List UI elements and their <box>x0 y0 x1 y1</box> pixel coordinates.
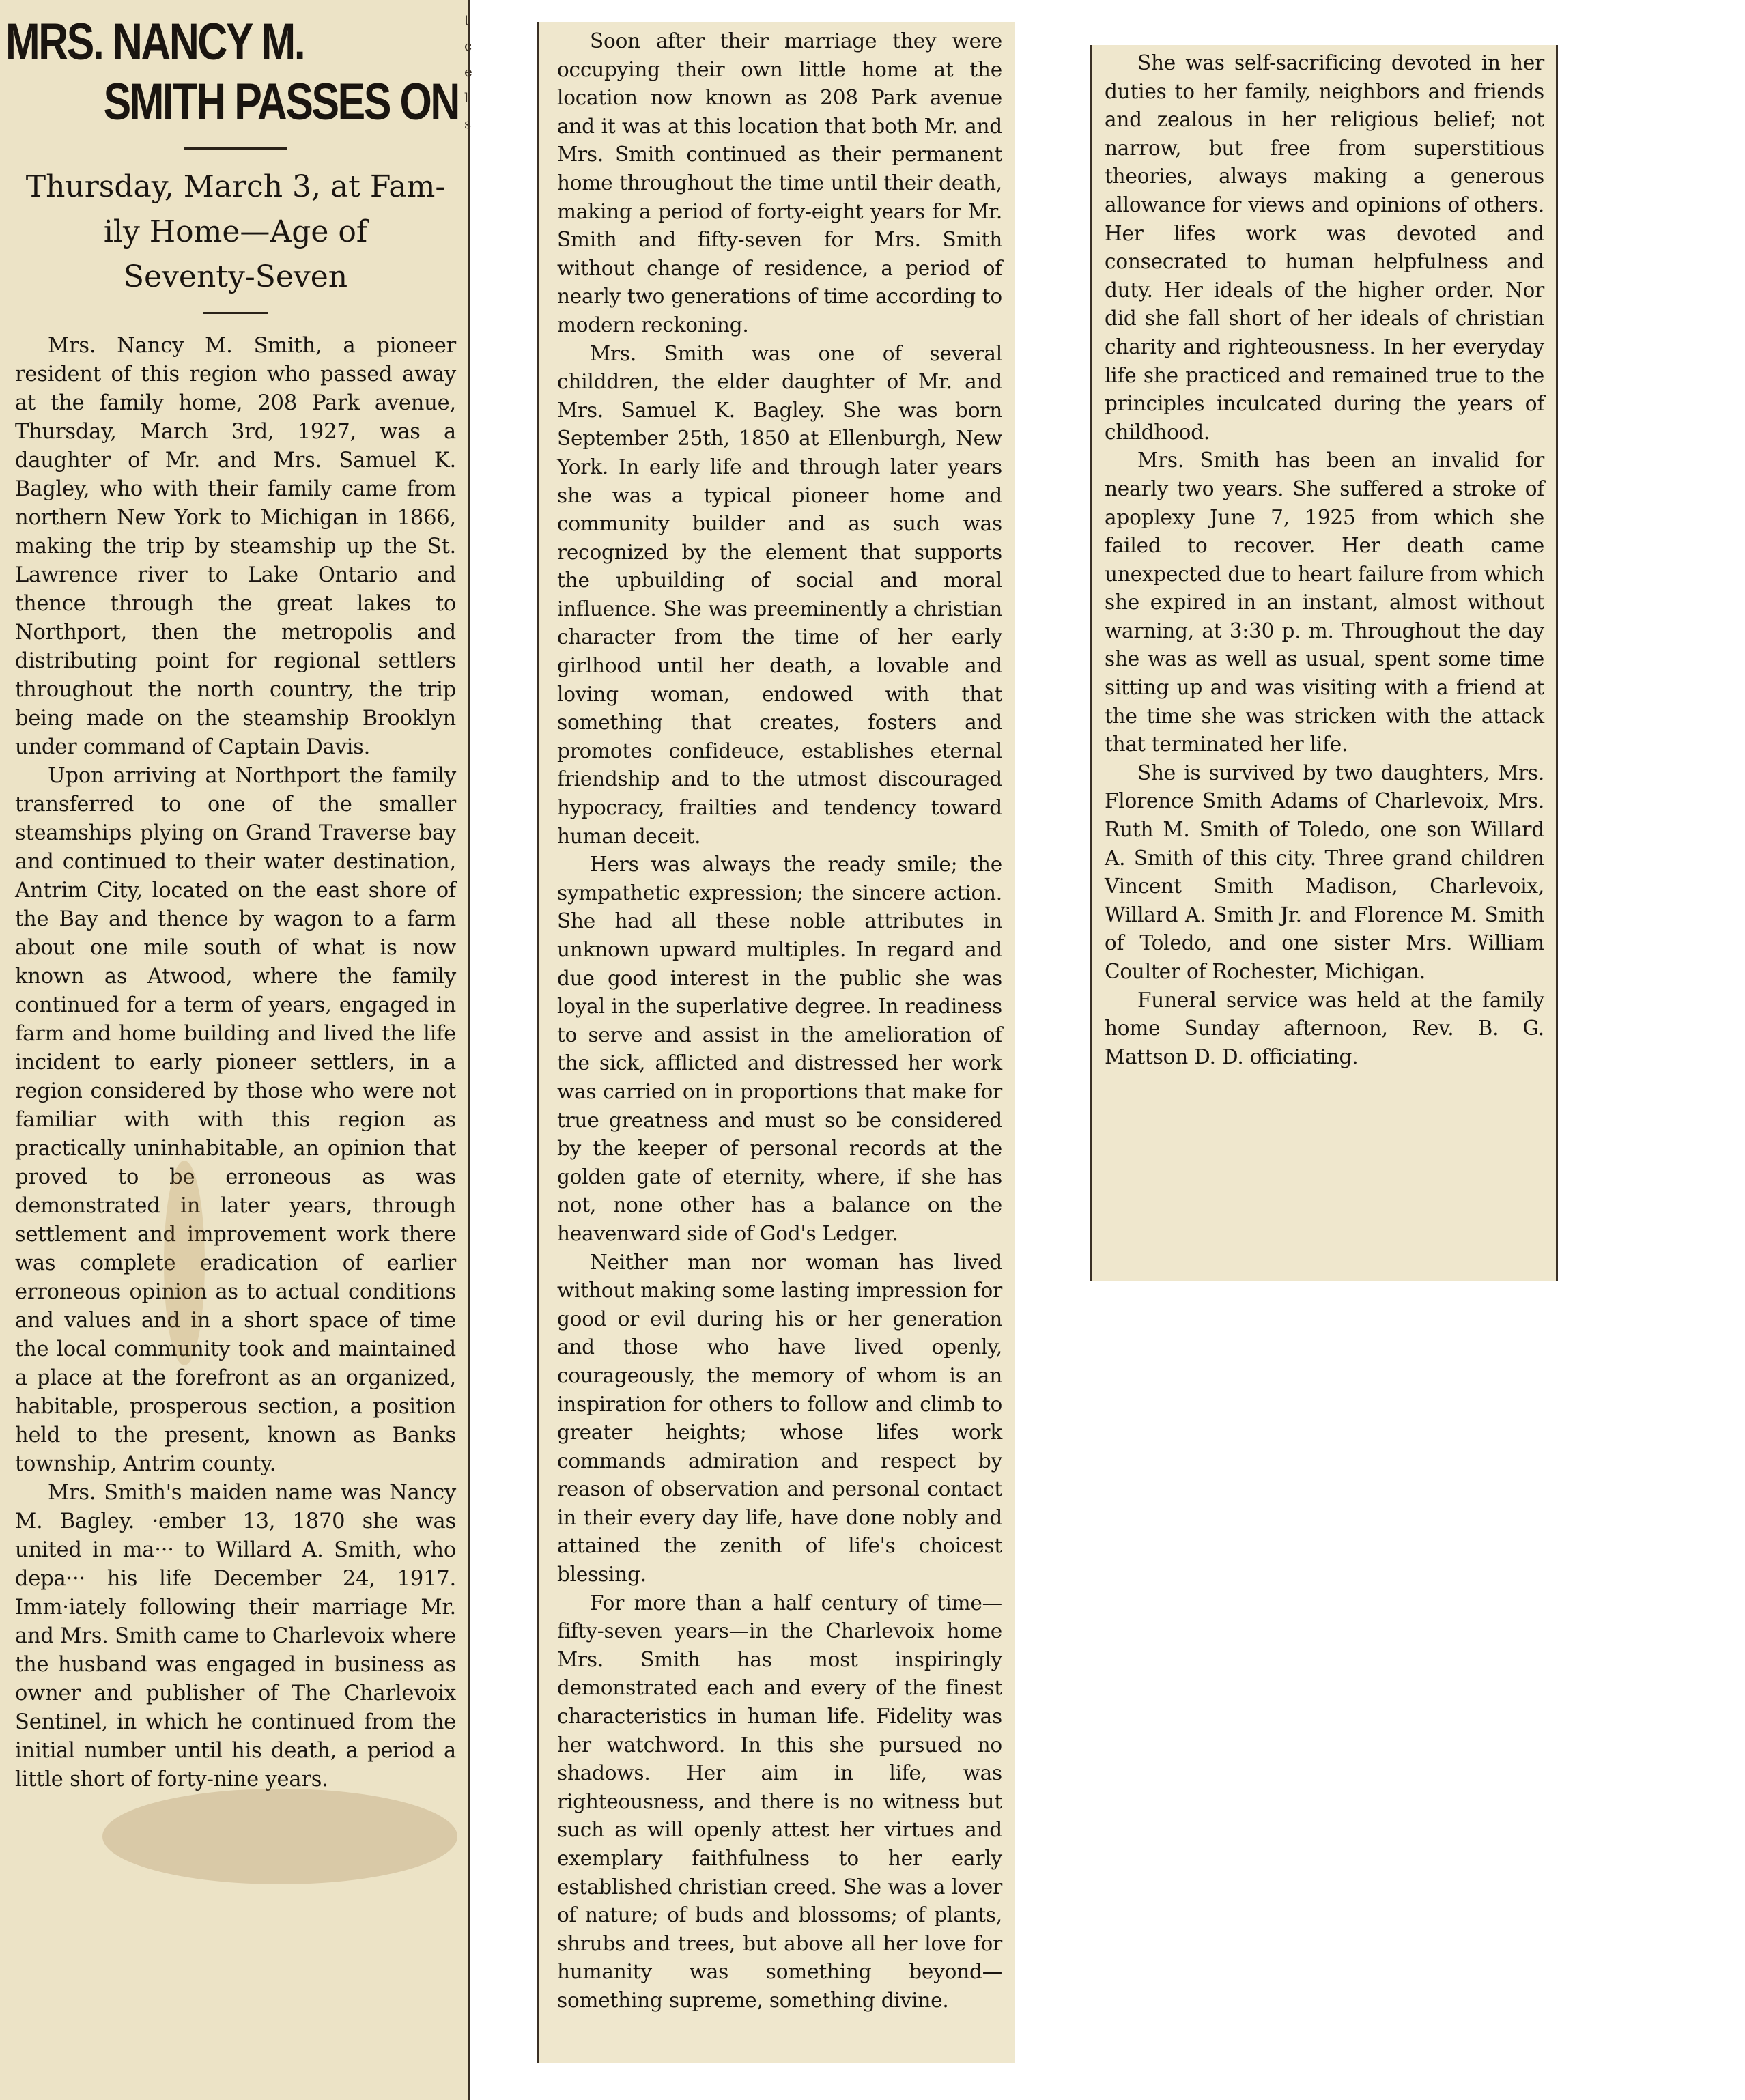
clipping-column-1 <box>0 0 470 2100</box>
headline-line-1: MRS. NANCY M. <box>5 13 304 71</box>
paragraph: Neither man nor woman has lived without making some lasting impression for good or evil during his or her generation and those who have lived openly, courageously, the memory of whom is an inspiration for others to follow and climb to greater heights; whose lifes work commands admiration and respect by reason of observation and personal contact in their every day life, have done nobly and attained the zenith of life's choicest blessing. <box>557 1250 1002 1587</box>
paragraph: Mrs. Smith was one of several childdren, the elder daughter of Mr. and Mrs. Samuel K. Bagley. She was born September 25th, 1850 at Ellenburgh, New York. In early life and through later years she was a typical pioneer home and community builder and as such was recognized by the element that supports the upbuilding of social and moral influence. She was preeminently a christian character from the time of her early girlhood until her death, a lovable and loving woman, endowed with that something that creates, fosters and promotes confideuce, establishes eternal friendship and to the utmost discouraged hypocracy, frailties and tendency toward human deceit. <box>557 341 1002 848</box>
paper-damage <box>102 1789 457 1884</box>
paragraph: Soon after their marriage they were occupying their own little home at the location now known as 208 Park avenue and it was at this location that both Mr. and Mrs. Smith continued as their permanent home throughout the time until their death, making a period of forty-eight years for Mr. Smith and fifty-seven for Mrs. Smith without change of residence, a period of nearly two generations of time according to modern reckoning. <box>557 29 1002 337</box>
paragraph: Mrs. Nancy M. Smith, a pioneer resident of this region who passed away at the family home, 208 Park avenue, Thursday, March 3rd, 1927, was a daughter of Mr. and Mrs. Samuel K. Bagley, who with their family came from northern New York to Michigan in 1866, making the trip by steamship up the St. Lawrence river to Lake Ontario and thence through the great lakes to Northport, then the metropolis and distributing point for regional settlers throughout the north country, the trip being made on the steamship Brooklyn under command of Captain Davis. <box>15 334 456 759</box>
paragraph: She was self-sacrificing devoted in her duties to her family, neighbors and friends and zealous in her religious belief; not narrow, but free from superstitious theories, always making a generous allowance for views and opinions of others. Her lifes work was devoted and consecrated to human helpfulness and duty. Her ideals of the higher order. Nor did she fall short of her ideals of christian charity and righteousness. In her everyday life she practiced and remained true to the principles inculcated during the years of childhood. <box>1105 51 1544 444</box>
headline-line-2: SMITH PASSES ON <box>103 73 459 131</box>
column-rule <box>1556 45 1558 1281</box>
clipping-column-2 <box>537 22 1015 2063</box>
deck-line-1: Thursday, March 3, at Fam- <box>25 169 446 204</box>
deck-line-2: ily Home—Age of <box>103 214 368 249</box>
paragraph: Mrs. Smith has been an invalid for nearly two years. She suffered a stroke of apoplexy June 7, 1925 from which she failed to recover. Her death came unexpected due to heart failure from which she expired in an instant, almost without warning, at 3:30 p. m. Throughout the day she was as well as usual, spent some time sitting up and was visiting with a friend at the time she was stricken with the attack that terminated her life. <box>1105 449 1544 756</box>
paragraph: Mrs. Smith's maiden name was Nancy M. Bagley. ·ember 13, 1870 she was united in ma··· to Willard A. Smith, who depa··· his life December 24, 1917. Imm·iately following their marriage Mr. and Mrs. Smith came to Charlevoix where the husband was engaged in business as owner and publisher of The Charlevoix Sentinel, in which he continued from the initial number until his death, a period a little short of forty-nine years. <box>15 1481 456 1791</box>
paragraph: Hers was always the ready smile; the sympathetic expression; the sincere action. She had all these noble attributes in unknown upward multiples. In regard and due good interest in the public she was loyal in the superlative degree. In readiness to serve and assist in the amelioration of the sick, afflicted and distressed her work was carried on in proportions that make for true greatness and must so be considered by the keeper of personal records at the golden gate of eternity, where, if she has not, none other has a balance on the heavenward side of God's Ledger. <box>557 853 1002 1245</box>
paragraph: Funeral service was held at the family home Sunday afternoon, Rev. B. G. Mattson D. D. officiating. <box>1105 988 1544 1068</box>
column-rule <box>1090 45 1092 1281</box>
adjacent-column-fragment: t c e l s <box>464 12 472 132</box>
paragraph: Upon arriving at Northport the family transferred to one of the smaller steamships plying on Grand Traverse bay and continued to their water destination, Antrim City, located on the east shore of the Bay and thence by wagon to a farm about one mile south of what is now known as Atwood, where the family continued for a term of years, engaged in farm and home building and lived the life incident to early pioneer settlers, in a region considered by those who were not familiar with with this region as practically uninhabitable, an opinion that proved to be erroneous as was demonstrated in later years, through settlement and improvement work there was complete eradication of earlier erroneous opinion as to actual conditions and values and in a short space of time the local community took and maintained a place at the forefront as an organized, habitable, prosperous section, a position held to the present, known as Banks township, Antrim county. <box>15 764 456 1476</box>
headline-divider <box>184 147 287 150</box>
article-body-column-1 <box>15 332 456 1794</box>
article-body-column-3 <box>1105 49 1544 1071</box>
column-rule <box>537 22 539 2063</box>
deck-divider <box>203 312 268 314</box>
article-body-column-2 <box>557 27 1002 2015</box>
paragraph: For more than a half century of time—fifty-seven years—in the Charlevoix home Mrs. Smith has most inspiringly demonstrated each and every of the finest characteristics in human life. Fidelity was her watchword. In this she pursued no shadows. Her aim in life, was righteousness, and there is no witness but such as will openly attest her virtues and exemplary faithfulness to her early established christian creed. She was a lover of nature; of buds and blossoms; of plants, shrubs and trees, but above all her love for humanity was something beyond—something supreme, something divine. <box>557 1591 1002 2012</box>
paragraph: She is survived by two daughters, Mrs. Florence Smith Adams of Charlevoix, Mrs. Ruth M. Smith of Toledo, one son Willard A. Smith of this city. Three grand children Vincent Smith Madison, Charlevoix, Willard A. Smith Jr. and Florence M. Smith of Toledo, and one sister Mrs. William Coulter of Rochester, Michigan. <box>1105 761 1544 983</box>
clipping-column-3 <box>1090 45 1558 1281</box>
column-rule <box>468 0 470 2100</box>
deck-line-3: Seventy-Seven <box>123 259 348 294</box>
